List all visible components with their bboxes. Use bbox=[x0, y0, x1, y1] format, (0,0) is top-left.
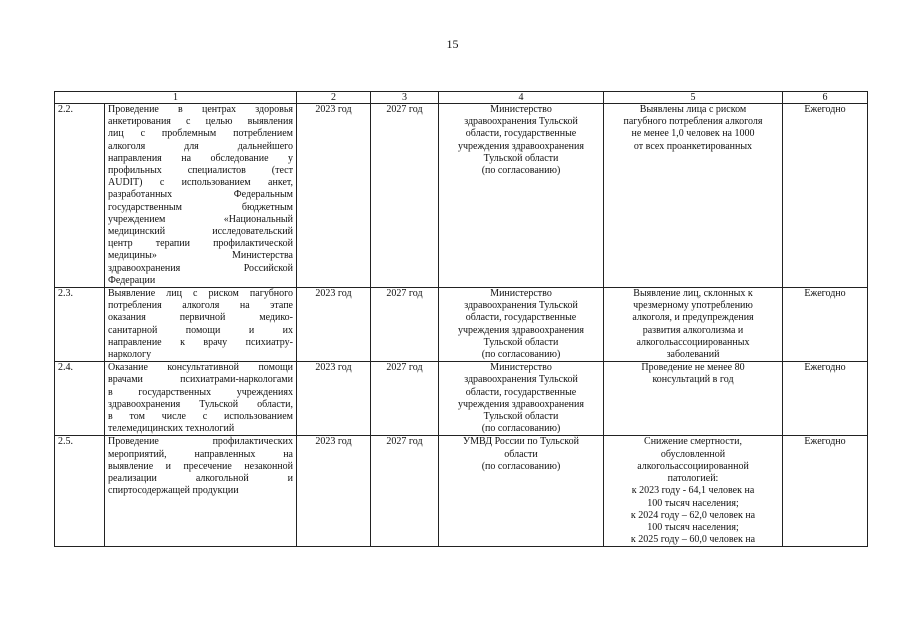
text-line: 100 тысяч населения; bbox=[647, 521, 739, 533]
text-line: консультаций в год bbox=[652, 374, 734, 386]
text-line: области, государственные bbox=[465, 386, 577, 398]
text-line: учреждением «Национальный bbox=[108, 213, 293, 225]
text-line: алкоголя, и предупреждения bbox=[632, 312, 754, 324]
text-line: Тульской области bbox=[483, 336, 559, 348]
text-line: УМВД России по Тульской bbox=[463, 436, 579, 448]
text-line: к 2025 году – 60,0 человек на bbox=[630, 534, 756, 546]
column-number: 4 bbox=[439, 92, 604, 104]
text-line: мероприятий, направленных на bbox=[108, 448, 293, 460]
table-row bbox=[55, 104, 868, 288]
end-year: 2027 год bbox=[371, 104, 439, 288]
text-line: не менее 1,0 человек на 1000 bbox=[631, 128, 755, 140]
text-line: реализации алкогольной и bbox=[108, 473, 293, 485]
action-cell bbox=[105, 362, 297, 436]
text-line: патологией: bbox=[667, 473, 719, 485]
text-line: Выявление лиц с риском пагубного bbox=[108, 288, 293, 300]
text-line: алкогольассоциированной bbox=[637, 460, 749, 472]
text-line: алкоголя для дальнейшего bbox=[108, 140, 293, 152]
text-line: медицины» Министерства bbox=[108, 250, 293, 262]
text-line: (по согласованию) bbox=[481, 460, 561, 472]
column-number: 1 bbox=[55, 92, 297, 104]
measures-table bbox=[54, 91, 868, 547]
result-cell bbox=[604, 104, 783, 288]
result-cell bbox=[604, 436, 783, 547]
text-line: направления на обследование у bbox=[108, 152, 293, 164]
table-row bbox=[55, 288, 868, 362]
executor-cell bbox=[439, 288, 604, 362]
text-line: Снижение смертности, bbox=[644, 436, 742, 448]
end-year: 2027 год bbox=[371, 436, 439, 547]
text-line: к 2023 году - 64,1 человек на bbox=[631, 485, 755, 497]
text-line: области bbox=[504, 448, 538, 460]
text-line: (по согласованию) bbox=[481, 349, 561, 361]
text-line: учреждения здравоохранения bbox=[458, 140, 584, 152]
periodicity: Ежегодно bbox=[783, 436, 868, 547]
text-line: здравоохранения Тульской bbox=[464, 300, 578, 312]
text-line: здравоохранения Тульской bbox=[464, 374, 578, 386]
text-line: здравоохранения Российской bbox=[108, 262, 293, 274]
text-line: профильных специалистов (тест bbox=[108, 165, 293, 177]
text-line: оказания первичной медико- bbox=[108, 312, 293, 324]
column-number-row bbox=[55, 92, 868, 104]
text-line: в государственных учреждениях bbox=[108, 386, 293, 398]
text-line: (по согласованию) bbox=[481, 165, 561, 177]
row-number: 2.3. bbox=[55, 288, 105, 362]
text-line: здравоохранения Тульской области, bbox=[108, 398, 293, 410]
text-line: Проведение не менее 80 bbox=[641, 362, 745, 374]
text-line: направление к врачу психиатру- bbox=[108, 336, 293, 348]
action-cell bbox=[105, 288, 297, 362]
text-line: области, государственные bbox=[465, 128, 577, 140]
text-line: санитарной помощи и их bbox=[108, 324, 293, 336]
start-year: 2023 год bbox=[297, 104, 371, 288]
periodicity: Ежегодно bbox=[783, 288, 868, 362]
text-line: Тульской области bbox=[483, 152, 559, 164]
column-number: 2 bbox=[297, 92, 371, 104]
row-number: 2.4. bbox=[55, 362, 105, 436]
page-number: 15 bbox=[446, 37, 459, 51]
text-line: Министерство bbox=[490, 362, 552, 374]
text-line: алкогольассоциированных bbox=[636, 336, 750, 348]
row-number: 2.2. bbox=[55, 104, 105, 288]
text-line: Тульской области bbox=[483, 411, 559, 423]
text-line: Выявление лиц, склонных к bbox=[633, 288, 753, 300]
text-line: развития алкоголизма и bbox=[642, 324, 744, 336]
row-number: 2.5. bbox=[55, 436, 105, 547]
periodicity: Ежегодно bbox=[783, 362, 868, 436]
executor-cell bbox=[439, 436, 604, 547]
result-cell bbox=[604, 288, 783, 362]
text-line: учреждения здравоохранения bbox=[458, 398, 584, 410]
text-line: (по согласованию) bbox=[481, 423, 561, 435]
text-line: медицинский исследовательский bbox=[108, 226, 293, 238]
text-line: центр терапии профилактической bbox=[108, 238, 293, 250]
text-line: Министерство bbox=[490, 288, 552, 300]
table-row bbox=[55, 362, 868, 436]
start-year: 2023 год bbox=[297, 288, 371, 362]
text-line: здравоохранения Тульской bbox=[464, 116, 578, 128]
text-line: чрезмерному употреблению bbox=[633, 300, 753, 312]
text-line: Федерации bbox=[108, 274, 156, 286]
text-line: лиц с проблемным потреблением bbox=[108, 128, 293, 140]
text-line: Оказание консультативной помощи bbox=[108, 362, 293, 374]
text-line: Проведение профилактических bbox=[108, 436, 293, 448]
text-line: Проведение в центрах здоровья bbox=[108, 104, 293, 115]
text-line: спиртосодержащей продукции bbox=[108, 485, 239, 497]
table-row bbox=[55, 436, 868, 547]
end-year: 2027 год bbox=[371, 362, 439, 436]
text-line: врачами психиатрами-наркологами bbox=[108, 374, 293, 386]
text-line: телемедицинских технологий bbox=[108, 423, 235, 435]
action-cell bbox=[105, 104, 297, 288]
text-line: государственным бюджетным bbox=[108, 201, 293, 213]
text-line: пагубного потребления алкоголя bbox=[623, 116, 763, 128]
text-line: наркологу bbox=[108, 349, 152, 361]
executor-cell bbox=[439, 104, 604, 288]
column-number: 6 bbox=[783, 92, 868, 104]
text-line: разработанных Федеральным bbox=[108, 189, 293, 201]
text-line: анкетирования с целью выявления bbox=[108, 116, 293, 128]
column-number: 3 bbox=[371, 92, 439, 104]
periodicity: Ежегодно bbox=[783, 104, 868, 288]
result-cell bbox=[604, 362, 783, 436]
text-line: выявление и пресечение незаконной bbox=[108, 460, 293, 472]
text-line: AUDIT) с использованием анкет, bbox=[108, 177, 293, 189]
text-line: Министерство bbox=[490, 104, 552, 115]
text-line: области, государственные bbox=[465, 312, 577, 324]
end-year: 2027 год bbox=[371, 288, 439, 362]
start-year: 2023 год bbox=[297, 436, 371, 547]
text-line: потребления алкоголя на этапе bbox=[108, 300, 293, 312]
column-number: 5 bbox=[604, 92, 783, 104]
text-line: 100 тысяч населения; bbox=[647, 497, 739, 509]
text-line: от всех проанкетированных bbox=[633, 140, 753, 152]
text-line: обусловленной bbox=[660, 448, 726, 460]
action-cell bbox=[105, 436, 297, 547]
text-line: к 2024 году – 62,0 человек на bbox=[630, 509, 756, 521]
executor-cell bbox=[439, 362, 604, 436]
text-line: в том числе с использованием bbox=[108, 411, 293, 423]
text-line: Выявлены лица с риском bbox=[639, 104, 747, 115]
text-line: заболеваний bbox=[666, 349, 720, 361]
text-line: учреждения здравоохранения bbox=[458, 324, 584, 336]
start-year: 2023 год bbox=[297, 362, 371, 436]
